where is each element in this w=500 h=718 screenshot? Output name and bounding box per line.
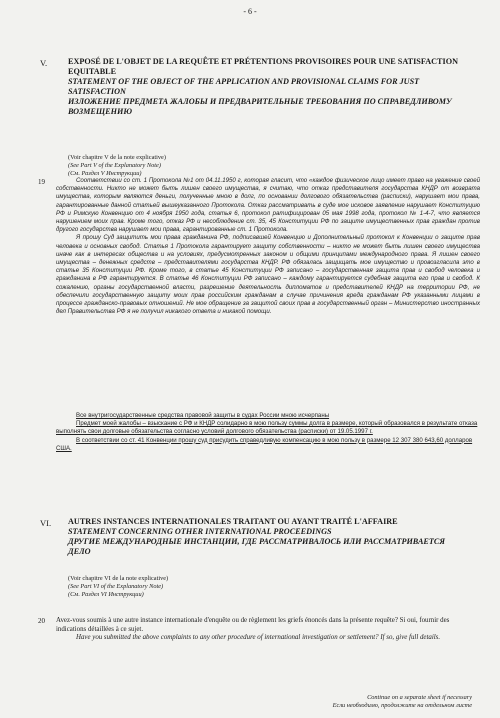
paragraph-19-number: 19 bbox=[38, 178, 45, 186]
section-vi-ref-ru: (См. Раздел VI Инструкции) bbox=[68, 591, 144, 598]
section-vi-title-fr: AUTRES INSTANCES INTERNATIONALES TRAITANT OU AYANT TRAITÉ L'AFFAIRE bbox=[68, 517, 398, 526]
section-vi-title-ru: ДРУГИЕ МЕЖДУНАРОДНЫЕ ИНСТАНЦИИ, ГДЕ РАССМАТРИВАЛОСЬ ИЛИ РАССМАТРИВАЕТСЯ ДЕЛО bbox=[68, 537, 445, 556]
section-v-heading bbox=[68, 57, 468, 117]
section-v-number: V. bbox=[40, 58, 48, 68]
section-v-refs bbox=[68, 154, 166, 178]
section-vi-refs bbox=[68, 575, 168, 599]
section-vi-heading bbox=[68, 517, 468, 557]
paragraph-19-part-1: Соответствии со ст. 1 Протокола №1 от 04.11.1950 г, которая гласит, что «каждое физическое лицо имеет право на уважение своей собственности. Никто не может быть лишен своего имущества, я считаю, что отказ представителя государства КНДР от возврата имущества, которым являются деньги, полученные мною в долг, по основании долгового обязательства (расписки), нарушает мои права, гарантированные данной статьей вышеуказанного Протокола. Отказ рассматривать в суде мое исковое заявление нарушает Конституцию РФ и Римскую Конвенцию от 4 ноября 1950 года, статья 6, протокол ратифицирован 05 мая 1998 года, протокол № 1-4-7, что является нарушением моих прав. Кроме того, отказ РФ и несоблюдение ст. 35, 45 Конституции РФ по защите имущественных прав граждан против другого государства нарушает мои права, гарантированные ст. 1 Протокола. bbox=[56, 177, 480, 234]
section-v-ref-ru: (См. Раздел V Инструкции) bbox=[68, 170, 142, 177]
footer-note-ru: Если необходимо, продолжите на отдельном листе bbox=[332, 702, 472, 709]
typed-compensation-claim: В соответствии со ст. 41 Конвенции прошу суд присудить справедливую компенсацию в мою пользу в размере 12 307 380 643,60 долларов США. bbox=[56, 436, 473, 452]
section-v-title-en: STATEMENT OF THE OBJECT OF THE APPLICATION AND PROVISIONAL CLAIMS FOR JUST SATISFACTION bbox=[68, 77, 420, 96]
section-vi-title-en: STATEMENT CONCERNING OTHER INTERNATIONAL PROCEEDINGS bbox=[68, 527, 332, 536]
section-v-title-ru: ИЗЛОЖЕНИЕ ПРЕДМЕТА ЖАЛОБЫ И ПРЕДВАРИТЕЛЬНЫЕ ТРЕБОВАНИЯ ПО СПРАВЕДЛИВОМУ ВОЗМЕЩЕНИЮ bbox=[68, 97, 452, 116]
section-v-ref-fr: (Voir chapitre V de la note explicative) bbox=[68, 154, 166, 161]
paragraph-19-typed bbox=[56, 412, 480, 453]
page-number: - 6 - bbox=[243, 7, 257, 16]
question-20-number: 20 bbox=[38, 617, 45, 625]
section-v-title-fr: EXPOSÉ DE L'OBJET DE LA REQUÊTE ET PRÉTENTIONS PROVISOIRES POUR UNE SATISFACTION EQUITABLE bbox=[68, 57, 458, 76]
page-footer bbox=[333, 694, 472, 710]
typed-complaint-subject: Предмет моей жалобы – взыскание с РФ и КНДР солидарно в мою пользу суммы долга в размере, который образовался в результате отказа выполнять свои долговые обязательства согласно условий долгового обязательства (расписки) от 19.05.1997 г. bbox=[56, 420, 478, 436]
question-20-fr: Avez-vous soumis à une autre instance internationale d'enquête ou de règlement les griefs énoncés dans la présente requête? Si oui, fournir des indications détaillées à ce sujet. bbox=[56, 617, 450, 633]
paragraph-19-handwritten bbox=[56, 177, 480, 316]
typed-remedies-exhausted: Все внутригосударственные средства правовой защиты в судах России мною исчерпаны bbox=[76, 412, 330, 419]
footer-note-en: Continue on a separate sheet if necessary bbox=[367, 694, 472, 701]
section-vi-ref-en: (See Part VI of the Explanatory Note) bbox=[68, 583, 164, 590]
question-20-en: Have you submitted the above complaints to any other procedure of international investigation or settlement? If so, give full details. bbox=[76, 634, 441, 642]
section-vi-ref-fr: (Voir chapitre VI de la note explicative) bbox=[68, 575, 169, 582]
section-vi-number: VI. bbox=[40, 518, 52, 528]
question-20 bbox=[56, 617, 476, 643]
paragraph-19-part-2: Я прошу Суд защитить мои права гражданина РФ, подписавшей Конвенцию и Дополнительный протокол к Конвенции о защите прав человека и основных свобод. Статья 1 Протокола гарантирует защиту собственности – никто не может быть лишен своего имущества иначе как в интересах общества и на условиях, предусмотренных законом и общими принципами международного права. Я лишен своего имущества – денежных средств – представителями государства КНДР. РФ обязалась защищать мое имущество и провозгласила это в статье 35 Конституции РФ. Кроме того, в статье 45 Конституции РФ записано – государственная защита прав и свобод человека и гражданина в РФ гарантируется. В статье 46 Конституции РФ записано – каждому гарантируется судебная защита его прав и свобод. К сожалению, органы государственной власти, разрешение деятельность дипломатов и представителей КНДР на территории РФ, не обеспечили государственную защиту моих прав российским гражданам в случае причинения вреда гражданам РФ указанными лицами в процессе гражданско-правовых отношений. Не мое обращение за защитой своих прав в государственный орган – Министерство иностранных дел Правительства РФ я не получил никакого ответа и никакой помощи. bbox=[56, 234, 480, 316]
section-v-ref-en: (See Part V of the Explanatory Note) bbox=[68, 162, 161, 169]
